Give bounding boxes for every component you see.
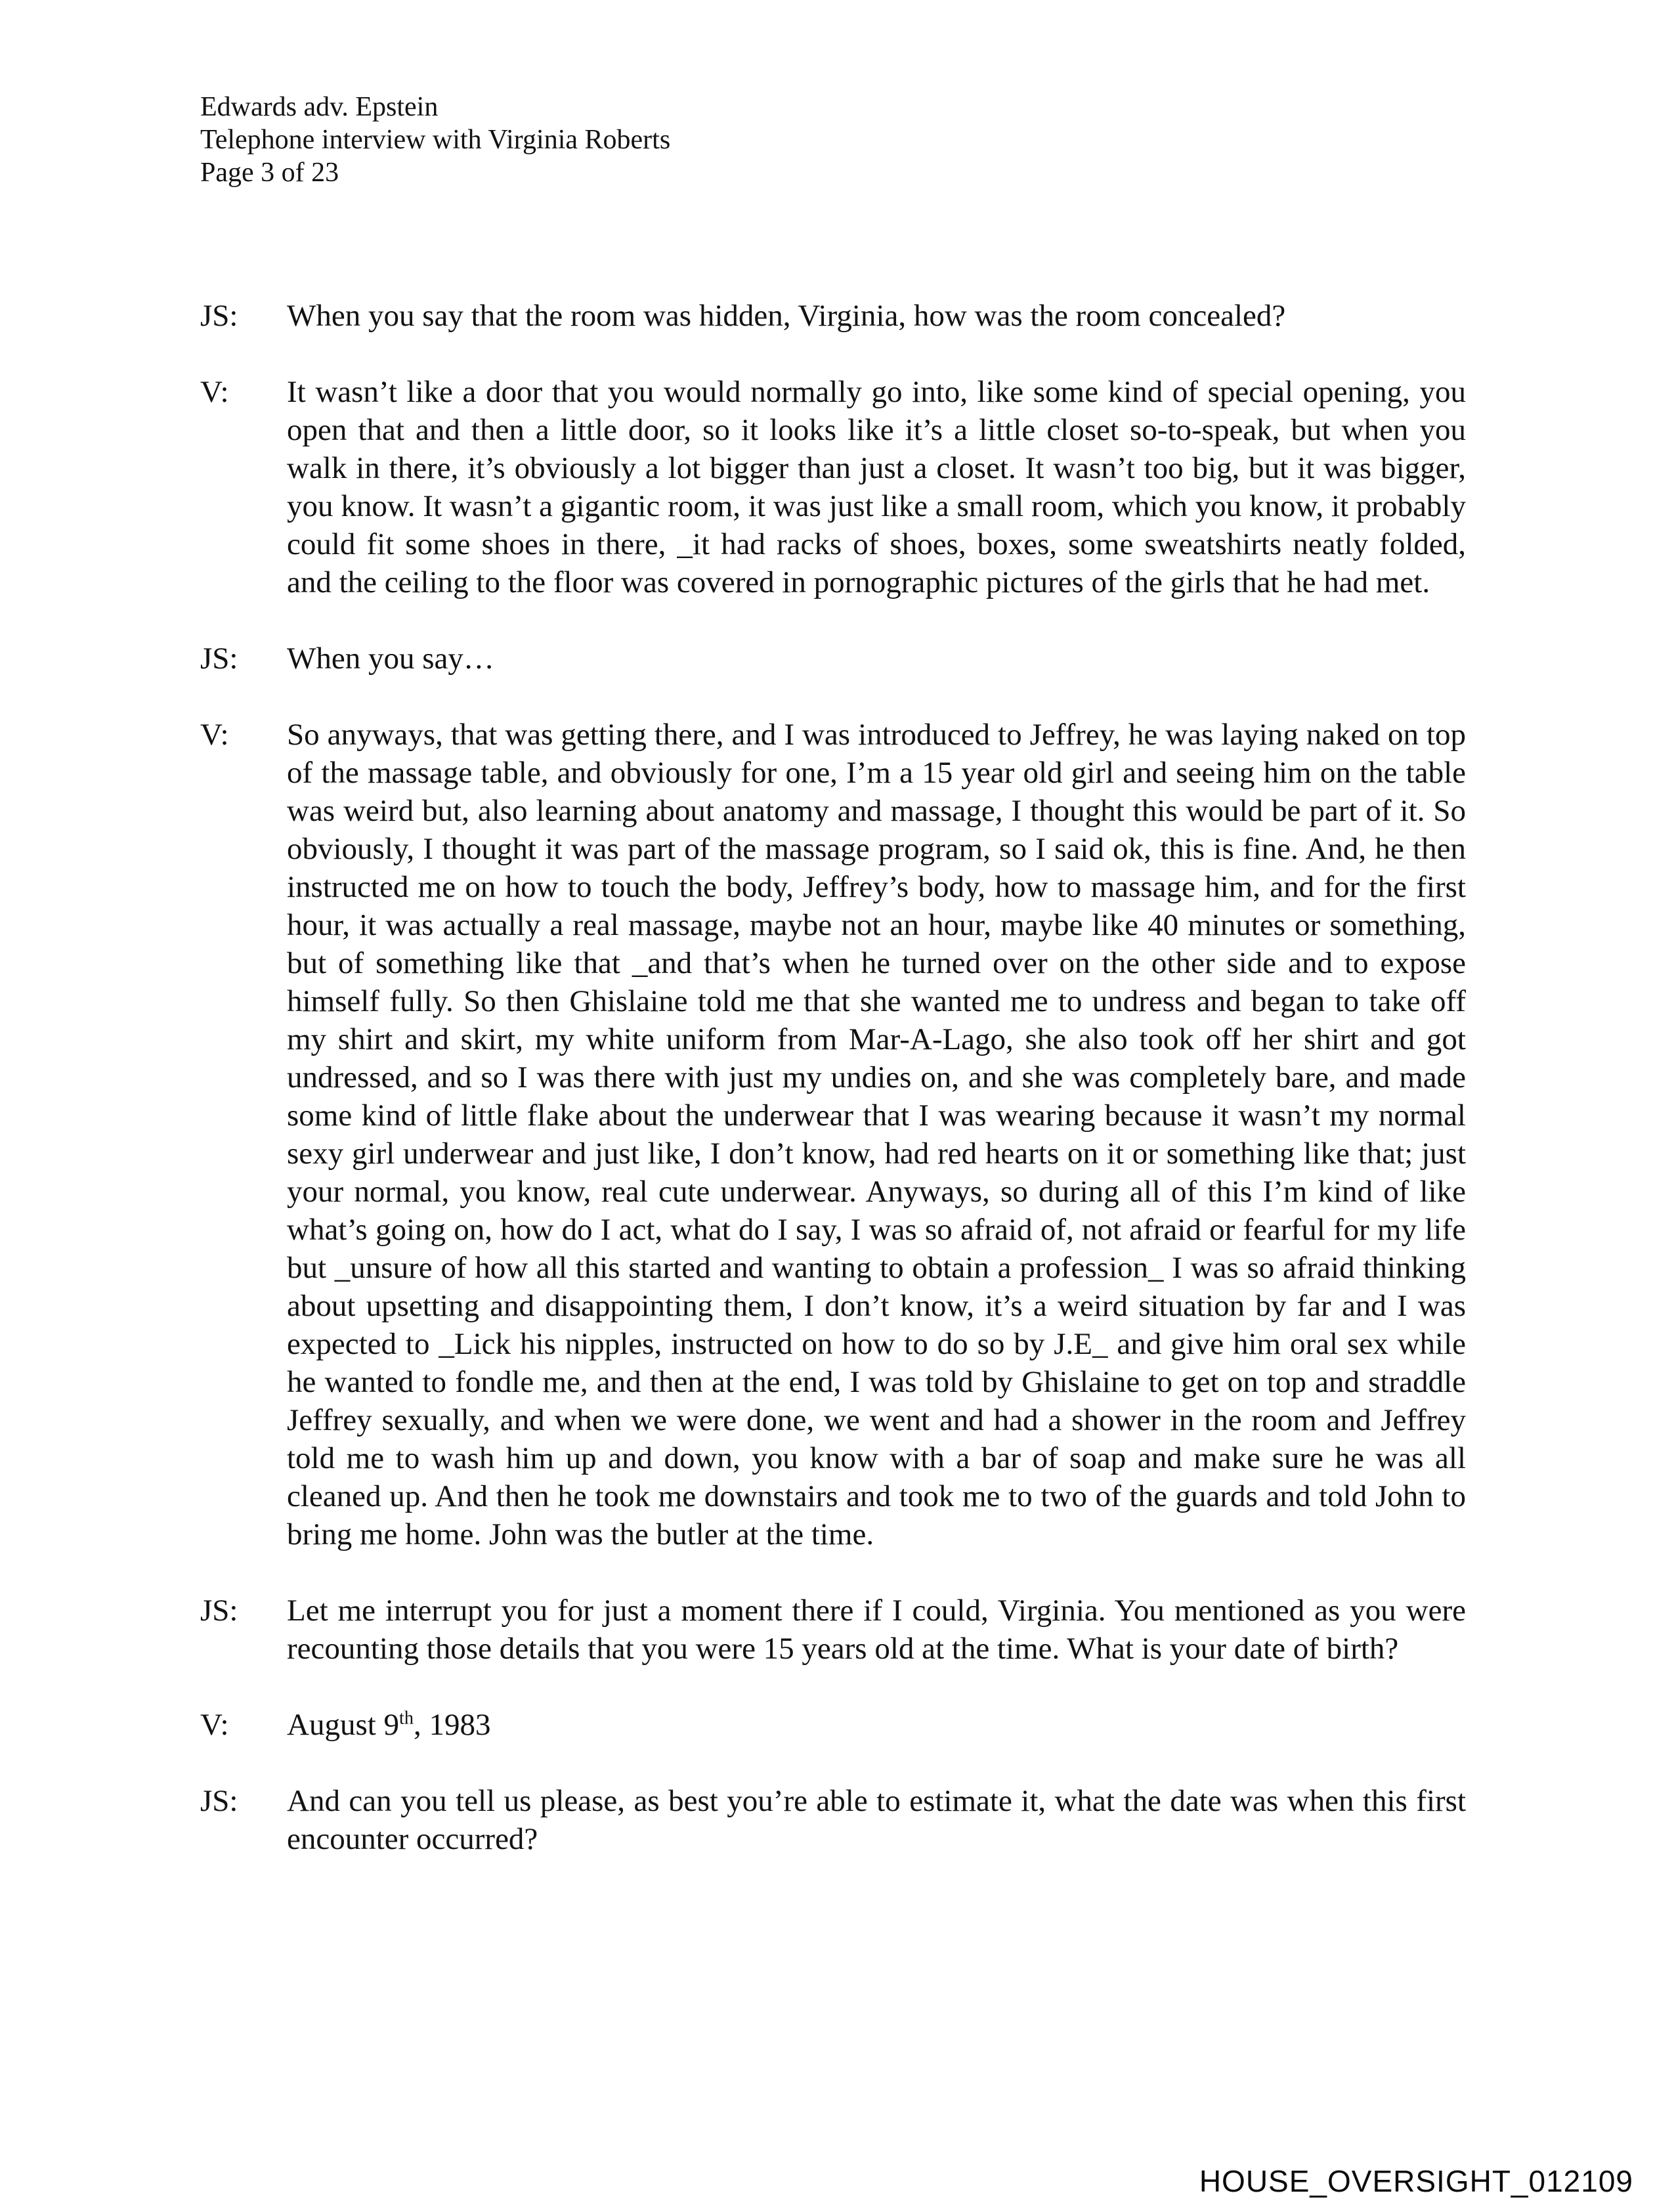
speaker-label: V: bbox=[200, 718, 229, 752]
speaker-label: V: bbox=[200, 375, 229, 409]
utterance-text: It wasn’t like a door that you would normally go into, like some kind of special opening, you open that and then a little door, so it looks like it’s a little closet so-to-speak, but when you walk in there, it’s obviously a lot bigger than just a closet. It wasn’t too big, but it was bigger, you know. It wasn’t a gigantic room, it was just like a small room, which you know, it probably could fit some shoes in there, _it had racks of shoes, boxes, some sweatshirts neatly folded, and the ceiling to the floor was covered in pornographic pictures of the girls that he had met. bbox=[287, 375, 1466, 599]
speaker-label: V: bbox=[200, 1708, 229, 1742]
speaker-label: JS: bbox=[200, 1594, 238, 1628]
transcript-turn bbox=[200, 373, 1466, 601]
transcript-turn bbox=[200, 297, 1466, 335]
transcript-turn bbox=[200, 1706, 1466, 1744]
date-of-birth-year: , 1983 bbox=[413, 1708, 491, 1742]
utterance-text: And can you tell us please, as best you’re able to estimate it, what the date was when this first encounter occurred? bbox=[287, 1784, 1466, 1856]
utterance-text: So anyways, that was getting there, and I was introduced to Jeffrey, he was laying naked on top of the massage table, and obviously for one, I’m a 15 year old girl and seeing him on the table was weird but, also learning about anatomy and massage, I thought this would be part of it. So obviously, I thought it was part of the massage program, so I said ok, this is fine. And, he then instructed me on how to touch the body, Jeffrey’s body, how to massage him, and for the first hour, it was actually a real massage, maybe not an hour, maybe like 40 minutes or something, but of something like that _and that’s when he turned over on the other side and to expose himself fully. So then Ghislaine told me that she wanted me to undress and began to take off my shirt and skirt, my white uniform from Mar-A-Lago, she also took off her shirt and got undressed, and so I was there with just my undies on, and she was completely bare, and made some kind of little flake about the underwear that I was wearing because it wasn’t my normal sexy girl underwear and just like, I don’t know, had red hearts on it or something like that; just your normal, you know, real cute underwear. Anyways, so during all of this I’m kind of like what’s going on, how do I act, what do I say, I was so afraid of, not afraid or fearful for my life but _unsure of how all this started and wanting to obtain a profession_ I was so afraid thinking about upsetting and disappointing them, I don’t know, it’s a weird situation by far and I was expected to _Lick his nipples, instructed on how to do so by J.E_ and give him oral sex while he wanted to fondle me, and then at the end, I was told by Ghislaine to get on top and straddle Jeffrey sexually, and when we were done, we went and had a shower in the room and Jeffrey told me to wash him up and down, you know with a bar of soap and make sure he was all cleaned up. And then he took me downstairs and took me to two of the guards and told John to bring me home. John was the butler at the time. bbox=[287, 718, 1466, 1551]
utterance-text: When you say… bbox=[287, 641, 494, 676]
transcript-turn bbox=[200, 1782, 1466, 1858]
transcript-turn bbox=[200, 716, 1466, 1553]
utterance-text: When you say that the room was hidden, Virginia, how was the room concealed? bbox=[287, 299, 1286, 333]
header-page-number: Page 3 of 23 bbox=[200, 158, 339, 188]
ordinal-superscript: th bbox=[399, 1708, 414, 1729]
transcript-turn bbox=[200, 640, 1466, 678]
utterance-text bbox=[287, 1706, 1466, 1744]
speaker-label: JS: bbox=[200, 1784, 238, 1818]
speaker-label: JS: bbox=[200, 299, 238, 333]
header-document-title: Telephone interview with Virginia Roberts bbox=[200, 125, 671, 155]
utterance-text: Let me interrupt you for just a moment there if I could, Virginia. You mentioned as you were recounting those details that you were 15 years old at the time. What is your date of birth? bbox=[287, 1594, 1466, 1666]
bates-stamp: HOUSE_OVERSIGHT_012109 bbox=[1199, 2164, 1633, 2198]
header-case-title: Edwards adv. Epstein bbox=[200, 92, 439, 122]
speaker-label: JS: bbox=[200, 641, 238, 676]
transcript bbox=[200, 297, 1466, 1896]
transcript-turn bbox=[200, 1592, 1466, 1668]
document-header bbox=[200, 91, 670, 189]
date-of-birth-text: August 9 bbox=[287, 1708, 400, 1742]
